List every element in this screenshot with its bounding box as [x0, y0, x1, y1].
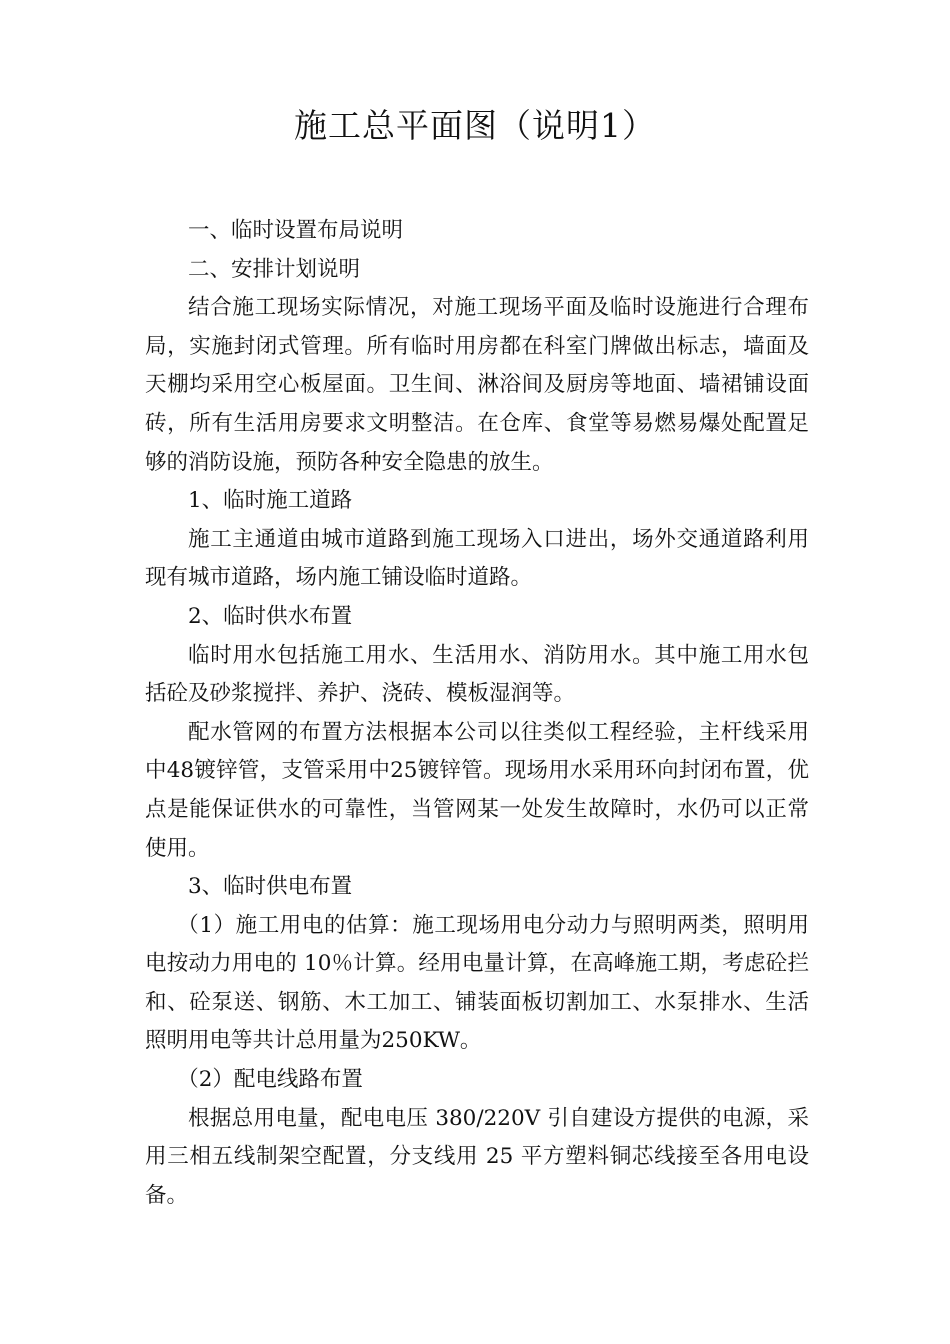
section-heading-plan: 二、安排计划说明 — [188, 256, 361, 282]
subheading-distribution-lines: （2）配电线路布置 — [177, 1067, 363, 1093]
paragraph-road: 施工主通道由城市道路到施工现场入口进出，场外交通道路利用现有城市道路，场内施工铺设临时道路。 — [145, 526, 809, 591]
paragraph-water-usage: 临时用水包括施工用水、生活用水、消防用水。其中施工用水包括砼及砂浆搅拌、养护、浇砖、模板湿润等。 — [145, 642, 809, 707]
document-body — [145, 212, 809, 1215]
paragraph-site-overview: 结合施工现场实际情况，对施工现场平面及临时设施进行合理布局，实施封闭式管理。所有临时用房都在科室门牌做出标志，墙面及天棚均采用空心板屋面。卫生间、淋浴间及厨房等地面、墙裙铺设面砖，所有生活用房要求文明整洁。在仓库、食堂等易燃易爆处配置足够的消防设施，预防各种安全隐患的放生。 — [145, 295, 809, 475]
paragraph-water-network: 配水管网的布置方法根据本公司以往类似工程经验，主杆线采用中48镀锌管，支管采用中25镀锌管。现场用水采用环向封闭布置，优点是能保证供水的可靠性，当管网某一处发生故障时，水仍可以正常使用。 — [145, 719, 809, 861]
subheading-power-supply: 3、临时供电布置 — [188, 874, 353, 900]
paragraph-distribution: 根据总用电量，配电电压 380/220V 引自建设方提供的电源，采用三相五线制架空配置，分支线用 25 平方塑料铜芯线接至各用电设备。 — [145, 1105, 809, 1208]
page-title: 施工总平面图（说明1） — [294, 106, 656, 145]
paragraph-power-estimate: （1）施工用电的估算：施工现场用电分动力与照明两类，照明用电按动力用电的 10％计算。经用电量计算，在高峰施工期，考虑砼拦和、砼泵送、钢筋、木工加工、铺装面板切割加工、水泵排水、生活照明用电等共计总用量为250KW。 — [145, 912, 809, 1054]
section-heading-layout: 一、临时设置布局说明 — [188, 218, 404, 243]
subheading-water-supply: 2、临时供水布置 — [188, 603, 353, 629]
subheading-temporary-road: 1、临时施工道路 — [188, 488, 353, 514]
